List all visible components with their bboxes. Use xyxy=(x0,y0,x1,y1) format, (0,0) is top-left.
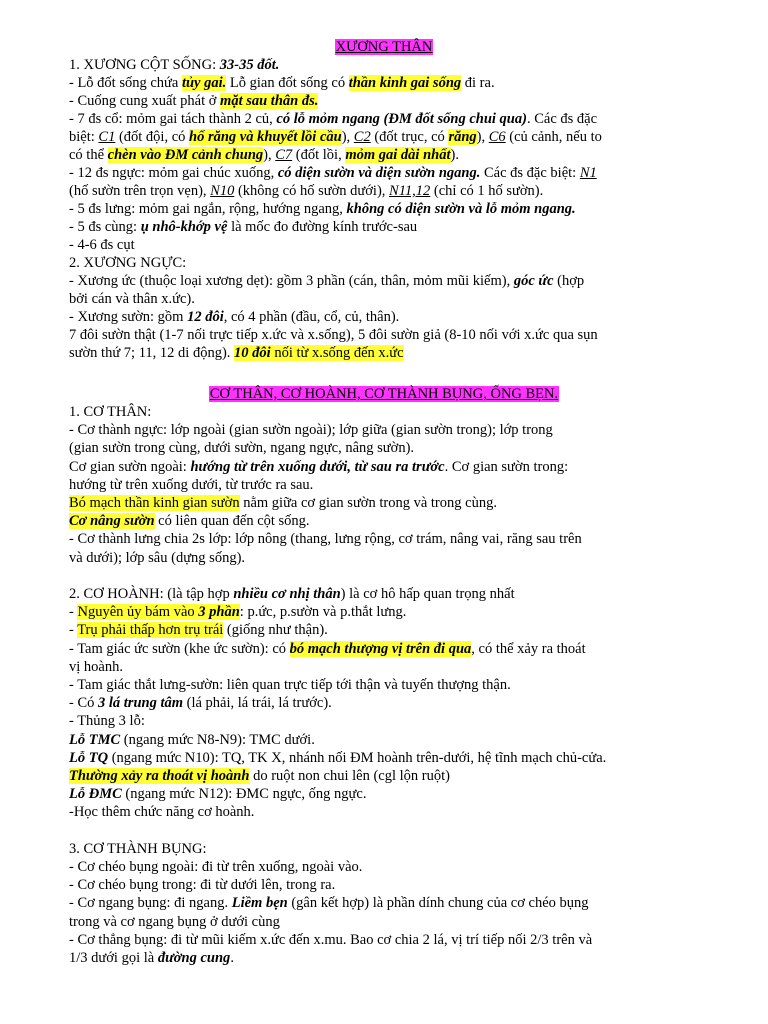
text-line: - Cơ ngang bụng: đi ngang. Liềm bẹn (gân kết hợp) là phần dính chung của cơ chéo bụng xyxy=(69,895,589,912)
text-line: Lỗ ĐMC (ngang mức N12): ĐMC ngực, ống ngực. xyxy=(69,786,367,803)
text-line: - Cơ chéo bụng ngoài: đi từ trên xuống, ngoài vào. xyxy=(69,859,363,875)
text-line: - Xương sườn: gồm 12 đôi, có 4 phần (đầu, cổ, củ, thân). xyxy=(69,309,400,325)
text-line: - Cơ thẳng bụng: đi từ mũi kiếm x.ức đến x.mu. Bao cơ chia 2 lá, vị trí tiếp nối 2/3 trên và xyxy=(69,931,593,948)
text-line: (gian sườn trong cùng, dưới sườn, ngang ngực, nâng sườn). xyxy=(69,440,415,457)
text-line: - Có 3 lá trung tâm (lá phải, lá trái, lá trước). xyxy=(69,695,332,712)
text-line: - 4-6 đs cụt xyxy=(69,237,135,253)
text-line: - Lỗ đốt sống chứa tủy gai. Lỗ gian đốt sống có thần kinh gai sống đi ra. xyxy=(69,75,495,91)
text-line: Bó mạch thần kinh gian sườn nằm giữa cơ gian sườn trong và trong cùng. xyxy=(69,495,497,511)
text-line: sườn thứ 7; 11, 12 di động). 10 đôi nối từ x.sống đến x.ức xyxy=(69,345,404,361)
text-line: - 7 đs cổ: mỏm gai tách thành 2 củ, có lỗ mỏm ngang (ĐM đốt sống chui qua). Các đs đặc xyxy=(69,111,598,127)
text-line: - Cơ chéo bụng trong: đi từ dưới lên, trong ra. xyxy=(69,877,336,894)
text-line: - Trụ phải thấp hơn trụ trái (giống như thận). xyxy=(69,622,328,639)
text-line: bởi cán và thân x.ức). xyxy=(69,291,195,307)
text-line: -Học thêm chức năng cơ hoành. xyxy=(69,804,255,821)
text-line: có thể chèn vào ĐM cảnh chung), C7 (đốt lồi, mỏm gai dài nhất). xyxy=(69,147,459,163)
section-title-xuong-than: XƯƠNG THÂN xyxy=(335,39,433,55)
text-line: - Tam giác ức sườn (khe ức sườn): có bó mạch thượng vị trên đi qua, có thể xảy ra thoát xyxy=(69,640,586,657)
text-line: Thường xảy ra thoát vị hoành do ruột non chui lên (cgl lộn ruột) xyxy=(69,768,450,784)
section-title-co-than: CƠ THÂN, CƠ HOÀNH, CƠ THÀNH BỤNG, ỐNG BẸN. xyxy=(209,386,559,402)
text-line: - Xương ức (thuộc loại xương dẹt): gồm 3 phần (cán, thân, mỏm mũi kiếm), góc ức (hợp xyxy=(69,273,585,289)
text-line: Lỗ TMC (ngang mức N8-N9): TMC dưới. xyxy=(69,731,315,748)
text-line: và dưới); lớp sâu (dựng sống). xyxy=(69,549,246,566)
text-line: 2. CƠ HOÀNH: (là tập hợp nhiều cơ nhị thân) là cơ hô hấp quan trọng nhất xyxy=(69,586,515,602)
text-line: - 5 đs cùng: ụ nhô-khớp vệ là mốc đo đường kính trước-sau xyxy=(69,219,418,235)
text-line: - Cơ thành lưng chia 2s lớp: lớp nông (thang, lưng rộng, cơ trám, nâng vai, răng sau trên xyxy=(69,531,582,548)
text-line: trong và cơ ngang bụng ở dưới cùng xyxy=(69,913,280,930)
text-line: - Cơ thành ngực: lớp ngoài (gian sườn ngoài); lớp giữa (gian sườn trong); lớp trong xyxy=(69,422,553,439)
text-line: - 12 đs ngực: mỏm gai chúc xuống, có diện sườn và diện sườn ngang. Các đs đặc biệt: N1 xyxy=(69,165,597,181)
text-line: 1/3 dưới gọi là đường cung. xyxy=(69,950,234,966)
text-line: 7 đôi sườn thật (1-7 nối trực tiếp x.ức và x.sống), 5 đôi sườn giả (8-10 nối với x.ức qua sụn xyxy=(69,327,598,343)
text-line: - Thủng 3 lỗ: xyxy=(69,713,145,730)
text-line: 3. CƠ THÀNH BỤNG: xyxy=(69,840,207,857)
text-line: biệt: C1 (đốt đội, có hố răng và khuyết lồi cầu), C2 (đốt trục, có răng), C6 (củ cảnh, nếu to xyxy=(69,129,602,145)
text-line: - Cuống cung xuất phát ở mặt sau thân đs. xyxy=(69,93,319,109)
text-line: hướng từ trên xuống dưới, từ trước ra sau. xyxy=(69,476,314,493)
text-line: - Nguyên ủy bám vào 3 phần: p.ức, p.sườn và p.thắt lưng. xyxy=(69,604,407,621)
text-line: (hố sườn trên trọn vẹn), N10 (không có hố sườn dưới), N11,12 (chỉ có 1 hố sườn). xyxy=(69,183,544,199)
text-line: Cơ nâng sườn có liên quan đến cột sống. xyxy=(69,513,310,530)
text-line: 2. XƯƠNG NGỰC: xyxy=(69,255,187,271)
text-line: - 5 đs lưng: mỏm gai ngắn, rộng, hướng ngang, không có diện sườn và lỗ mỏm ngang. xyxy=(69,201,576,217)
text-line: Lỗ TQ (ngang mức N10): TQ, TK X, nhánh nối ĐM hoành trên-dưới, hệ tĩnh mạch chủ-cửa. xyxy=(69,749,607,766)
text-line: vị hoành. xyxy=(69,658,123,675)
text-line: 1. CƠ THÂN: xyxy=(69,404,152,420)
text-line: Cơ gian sườn ngoài: hướng từ trên xuống dưới, từ sau ra trước. Cơ gian sườn trong: xyxy=(69,458,569,475)
text-line: - Tam giác thắt lưng-sườn: liên quan trực tiếp tới thận và tuyến thượng thận. xyxy=(69,677,511,693)
text-line: 1. XƯƠNG CỘT SỐNG: 33-35 đốt. xyxy=(69,57,280,73)
